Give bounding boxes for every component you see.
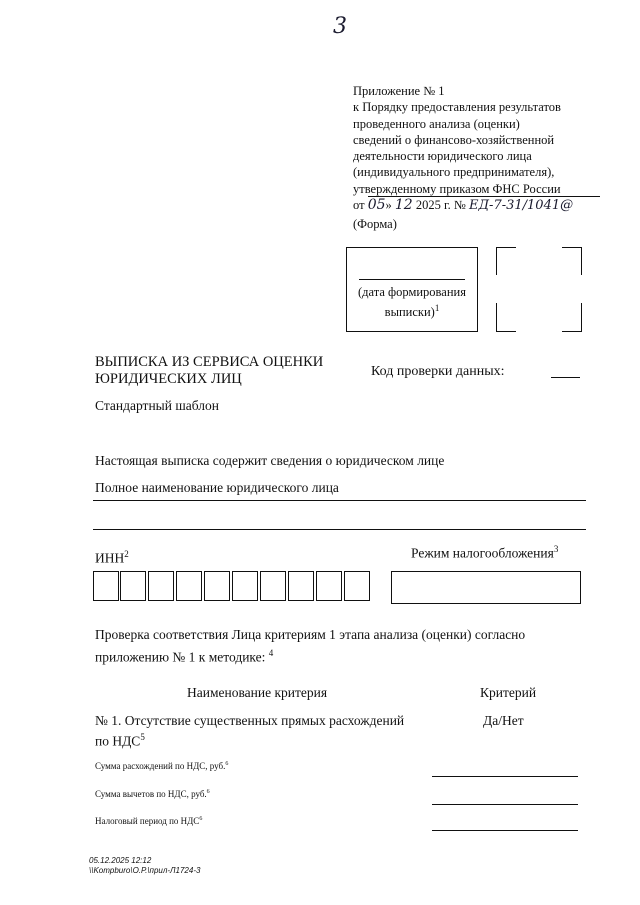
- template-label: Стандартный шаблон: [95, 398, 219, 413]
- inn-label: ИНН$^2$: [95, 549, 129, 566]
- date-underline: [368, 196, 600, 197]
- page-title: ВЫПИСКА ИЗ СЕРВИСА ОЦЕНКИ ЮРИДИЧЕСКИХ ЛИЦ: [95, 354, 324, 387]
- inn-cell[interactable]: [176, 571, 202, 601]
- appendix-block: [353, 83, 573, 214]
- col-criterion-header: Критерий: [480, 685, 537, 700]
- appendix-line: к Порядку предоставления результатов: [353, 100, 561, 115]
- appendix-title: Приложение № 1: [353, 84, 445, 98]
- footer-timestamp: 05.12.2025 12:12: [89, 856, 152, 865]
- inn-cell[interactable]: [204, 571, 230, 601]
- criteria-check-text: Проверка соответствия Лица критериям 1 этапа анализа (оценки) согласно приложению № 1 к методике: $^4$: [95, 627, 526, 665]
- vat-period-field: [432, 830, 578, 831]
- col-criterion-name-header: Наименование критерия: [187, 685, 328, 700]
- check-code-field: [551, 377, 580, 378]
- appendix-line: проведенного анализа (оценки): [353, 116, 520, 131]
- check-code-label: Код проверки данных:: [371, 364, 505, 379]
- qr-corner-marks: [496, 247, 582, 332]
- footer-file-ref: \\Kompburo\О.Р.\прил-Л1724-3: [89, 866, 201, 875]
- inn-cell[interactable]: [344, 571, 370, 601]
- date-year: 2025 г. №: [415, 198, 466, 213]
- inn-cell[interactable]: [93, 571, 119, 601]
- inn-cell[interactable]: [148, 571, 174, 601]
- criterion-row-1-value: Да/Нет: [483, 713, 524, 728]
- page-number: 3: [333, 14, 347, 39]
- appendix-date-line: от 05» 12 2025 г. № ЕД-7-31/1041@: [353, 197, 574, 214]
- full-name-line-2: [93, 529, 586, 530]
- vat-deduction-field: [432, 804, 578, 805]
- appendix-line: (индивидуального предпринимателя),: [353, 165, 555, 180]
- inn-cell[interactable]: [232, 571, 258, 601]
- inn-cell[interactable]: [316, 571, 342, 601]
- appendix-line: утвержденному приказом ФНС России: [353, 181, 561, 196]
- tax-regime-field[interactable]: [391, 571, 581, 604]
- inn-cell[interactable]: [260, 571, 286, 601]
- date-month: 12: [394, 197, 413, 214]
- full-name-label: Полное наименование юридического лица: [95, 480, 339, 495]
- intro-text: Настоящая выписка содержит сведения о юридическом лице: [95, 453, 445, 468]
- criterion-row-1: № 1. Отсутствие существенных прямых расхождений по НДС$^5$: [95, 713, 405, 749]
- vat-deduction-label: Сумма вычетов по НДС, руб.$^6$: [95, 789, 210, 799]
- vat-discrepancy-field: [432, 776, 578, 777]
- tax-regime-label: Режим налогообложения$^3$: [411, 544, 559, 561]
- appendix-line: сведений о финансово-хозяйственной: [353, 132, 555, 147]
- vat-discrepancy-label: Сумма расхождений по НДС, руб.$^6$: [95, 761, 229, 771]
- order-number: ЕД-7-31/1041@: [469, 198, 574, 214]
- date-day: 05: [367, 197, 386, 214]
- appendix-line: деятельности юридического лица: [353, 149, 532, 164]
- vat-period-label: Налоговый период по НДС$^6$: [95, 816, 203, 826]
- full-name-line-1: [93, 500, 586, 501]
- inn-cell[interactable]: [288, 571, 314, 601]
- date-box-underline: [359, 279, 465, 280]
- inn-cell[interactable]: [120, 571, 146, 601]
- footer: [89, 856, 200, 876]
- date-box-label: (дата формирования выписки)$^1$: [358, 285, 466, 320]
- form-label: (Форма): [353, 217, 397, 231]
